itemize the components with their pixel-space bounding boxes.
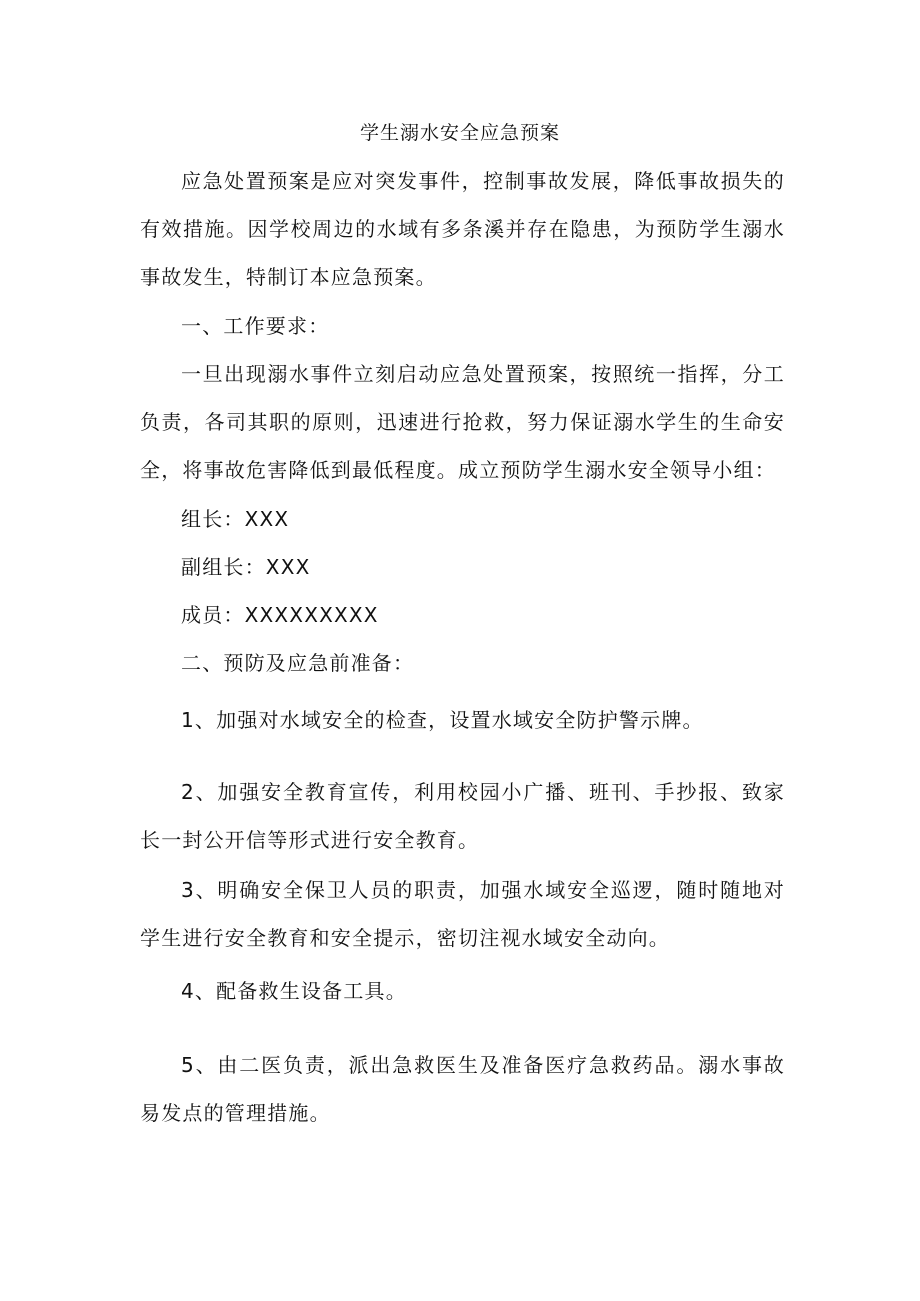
list-item-2: 2、加强安全教育宣传，利用校园小广播、班刊、手抄报、致家长一封公开信等形式进行安全教育。 [140, 780, 785, 852]
list-item-4: 4、配备救生设备工具。 [181, 979, 407, 1003]
section2-heading: 二、预防及应急前准备： [181, 651, 415, 675]
document-title: 学生溺水安全应急预案 [359, 122, 560, 144]
list-item-3: 3、明确安全保卫人员的职责，加强水域安全巡逻，随时随地对学生进行安全教育和安全提示，密切注视水域安全动向。 [140, 878, 785, 950]
leader-line: 组长：XXX [181, 507, 290, 531]
list-item-1: 1、加强对水域安全的检查，设置水域安全防护警示牌。 [181, 708, 704, 732]
intro-paragraph: 应急处置预案是应对突发事件，控制事故发展，降低事故损失的有效措施。因学校周边的水域有多条溪并存在隐患，为预防学生溺水事故发生，特制订本应急预案。 [140, 169, 785, 289]
section1-heading: 一、工作要求： [181, 314, 330, 338]
section1-paragraph: 一旦出现溺水事件立刻启动应急处置预案，按照统一指挥，分工负责，各司其职的原则，迅速进行抢救，努力保证溺水学生的生命安全，将事故危害降低到最低程度。成立预防学生溺水安全领导小组： [140, 362, 785, 482]
members-line: 成员：XXXXXXXXX [181, 603, 379, 627]
vice-leader-line: 副组长：XXX [181, 555, 311, 579]
list-item-5: 5、由二医负责，派出急救医生及准备医疗急救药品。溺水事故易发点的管理措施。 [140, 1053, 785, 1125]
